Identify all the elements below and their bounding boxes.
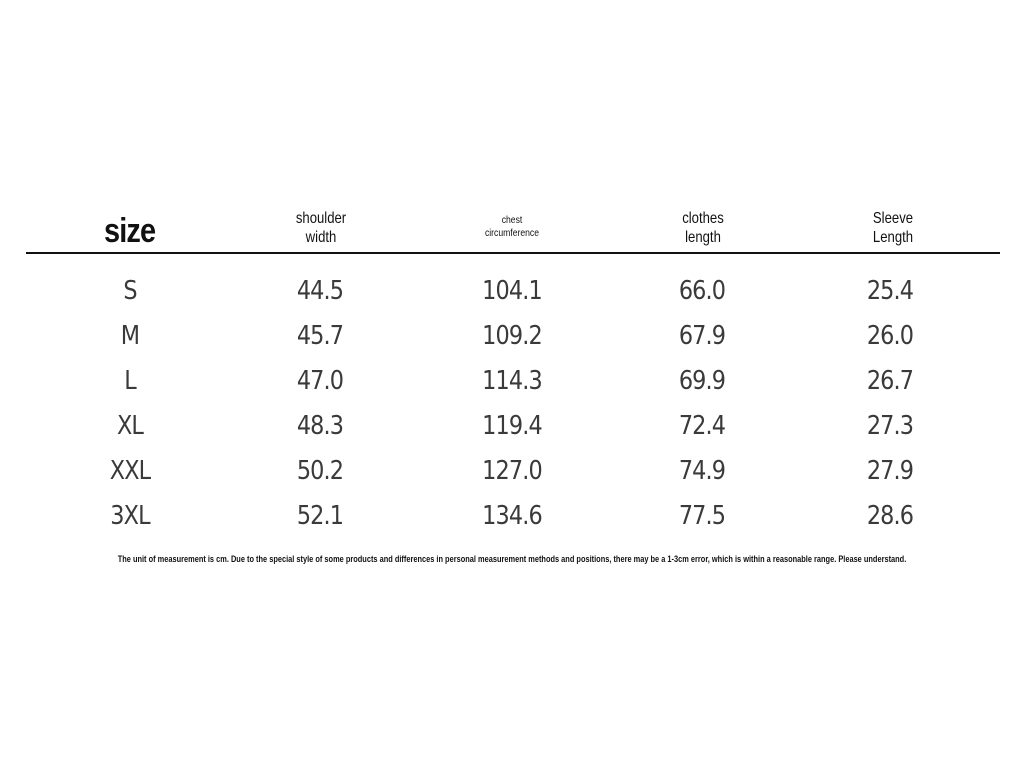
sleeve-cell: 26.7 [866, 366, 914, 396]
chest-cell: 119.4 [482, 411, 542, 441]
table-row [0, 276, 1024, 316]
length-cell: 67.9 [678, 321, 726, 351]
measurement-note-text: The unit of measurement is cm. Due to the special style of some products and differences in personal measurement methods and positions, there may be a 1-3cm error, which is within a reasonable range. Please understand. [117, 554, 907, 565]
size-column-header: size [104, 212, 156, 250]
chest-circumference-header [459, 214, 566, 239]
shoulder-cell: 44.5 [296, 276, 344, 306]
sleeve-cell: 28.6 [866, 501, 914, 531]
shoulder-cell: 45.7 [296, 321, 344, 351]
chest-cell: 114.3 [482, 366, 542, 396]
chest-cell: 134.6 [482, 501, 542, 531]
length-cell: 74.9 [678, 456, 726, 486]
header-line: clothes [682, 210, 724, 227]
table-row [0, 456, 1024, 496]
length-cell: 72.4 [678, 411, 726, 441]
header-line: chest [501, 214, 523, 226]
size-cell: 3XL [110, 501, 150, 531]
table-row [0, 411, 1024, 451]
length-cell: 66.0 [678, 276, 726, 306]
header-line: width [305, 229, 337, 247]
sleeve-cell: 25.4 [866, 276, 914, 306]
table-row [0, 501, 1024, 541]
length-cell: 69.9 [678, 366, 726, 396]
shoulder-cell: 50.2 [296, 456, 344, 486]
chest-cell: 104.1 [482, 276, 542, 306]
shoulder-cell: 47.0 [296, 366, 344, 396]
length-cell: 77.5 [678, 501, 726, 531]
size-cell: XL [116, 411, 144, 441]
sleeve-length-header [840, 209, 947, 247]
clothes-length-header [650, 209, 757, 247]
size-cell: XXL [109, 456, 151, 486]
shoulder-width-header [268, 209, 375, 247]
chest-cell: 109.2 [482, 321, 542, 351]
chest-cell: 127.0 [482, 456, 542, 486]
header-divider [26, 252, 1000, 254]
size-cell: S [123, 276, 137, 306]
table-row [0, 321, 1024, 361]
size-cell: L [124, 366, 136, 396]
sleeve-cell: 27.3 [866, 411, 914, 441]
shoulder-cell: 52.1 [296, 501, 344, 531]
shoulder-cell: 48.3 [296, 411, 344, 441]
header-line: length [685, 229, 721, 247]
header-line: circumference [484, 226, 540, 239]
header-line: shoulder [295, 210, 347, 227]
header-line: Length [872, 229, 914, 247]
sleeve-cell: 27.9 [866, 456, 914, 486]
table-row [0, 366, 1024, 406]
measurement-note [100, 552, 924, 567]
sleeve-cell: 26.0 [866, 321, 914, 351]
size-cell: M [120, 321, 140, 351]
header-line: Sleeve [872, 210, 914, 227]
